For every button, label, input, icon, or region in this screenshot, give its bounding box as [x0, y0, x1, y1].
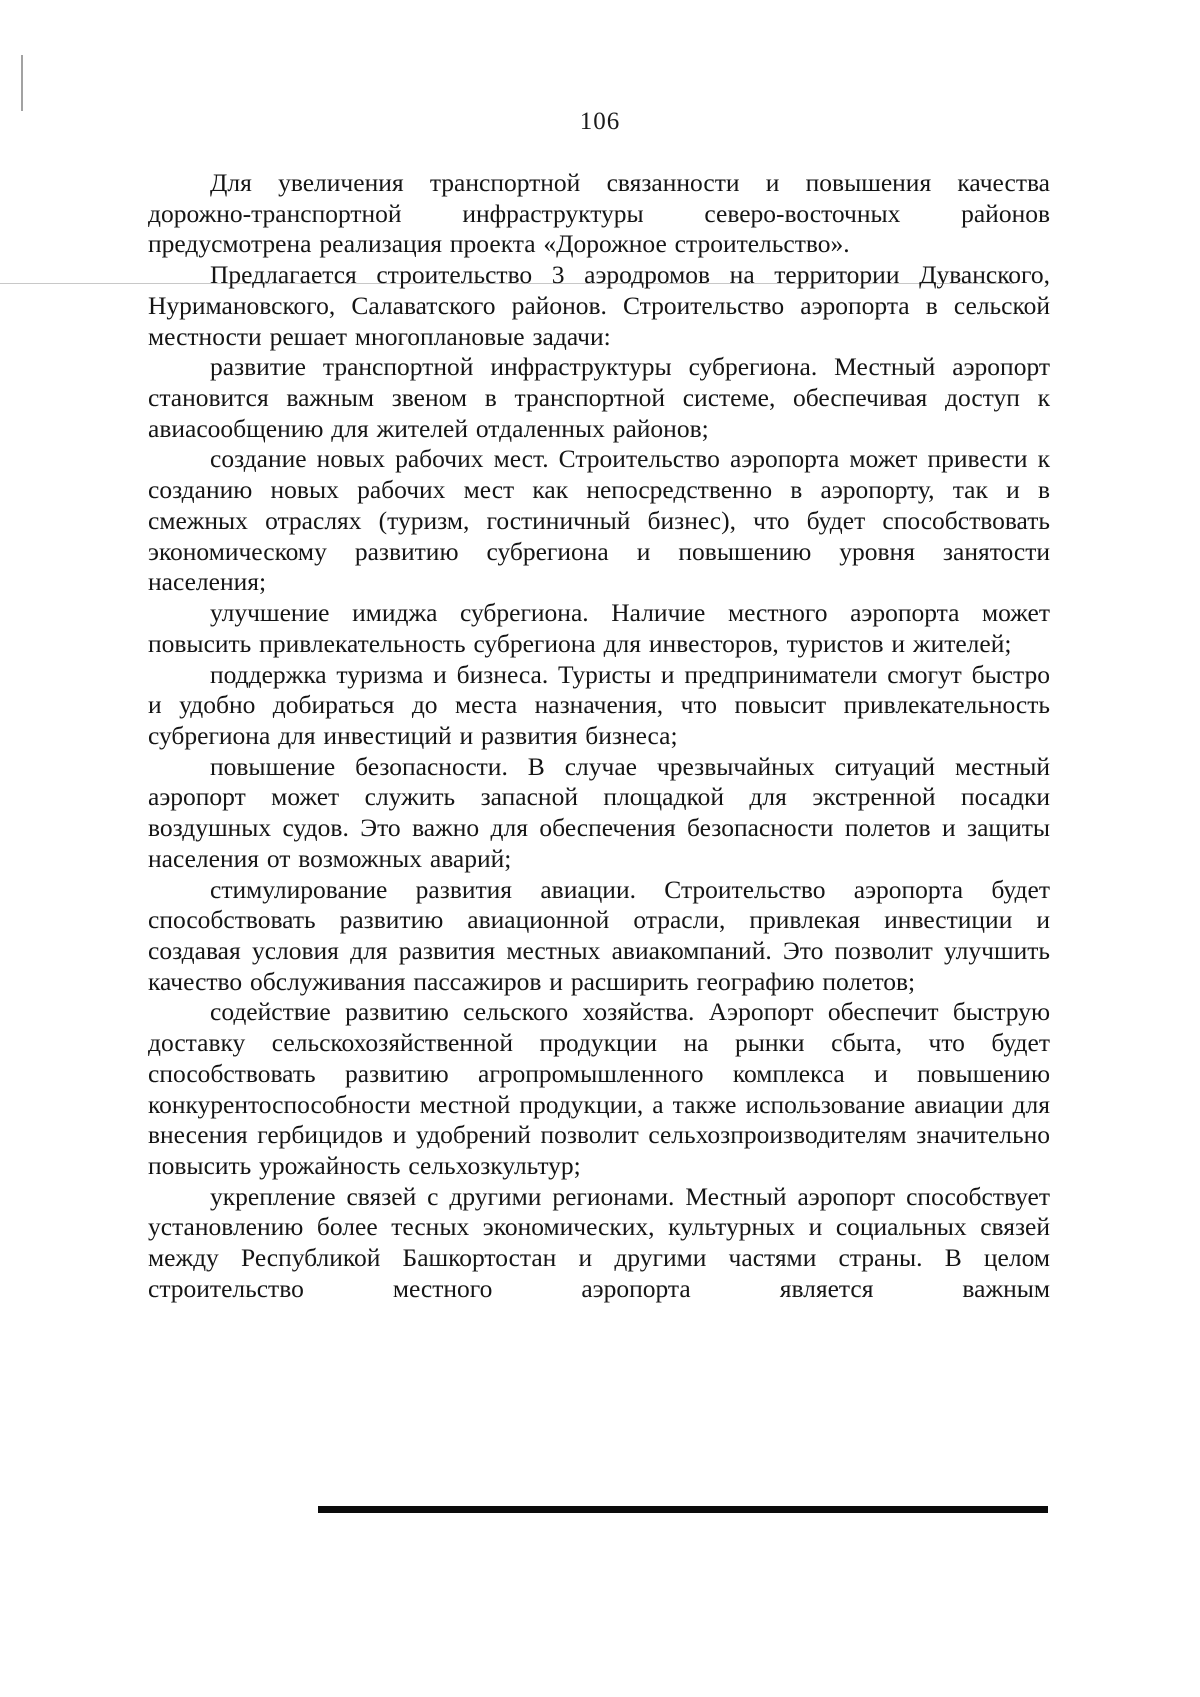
paragraph: укрепление связей с другими регионами. Местный аэропорт способствует установлению более тесных экономических, культурных и социальных связей между Республикой Башкортостан и другими частями страны. В целом строительство местного аэропорта является важным: [148, 1181, 1050, 1303]
paragraph: повышение безопасности. В случае чрезвычайных ситуаций местный аэропорт может служить запасной площадкой для экстренной посадки воздушных судов. Это важно для обеспечения безопасности полетов и защиты населения от возможных аварий;: [148, 751, 1050, 873]
bottom-divider: [318, 1506, 1048, 1513]
paragraph: содействие развитию сельского хозяйства. Аэропорт обеспечит быструю доставку сельскохозяйственной продукции на рынки сбыта, что будет способствовать развитию агропромышленного комплекса и повышению конкурентоспособности местной продукции, а также использование авиации для внесения гербицидов и удобрений позволит сельхозпроизводителям значительно повысить урожайность сельхозкультур;: [148, 997, 1050, 1180]
paragraph: Предлагается строительство 3 аэродромов на территории Дуванского, Нуримановского, Салаватского районов. Строительство аэропорта в сельской местности решает многоплановые задачи:: [148, 260, 1050, 351]
page-number: 106: [579, 108, 621, 135]
paragraph: поддержка туризма и бизнеса. Туристы и предприниматели смогут быстро и удобно добираться до места назначения, что повысит привлекательность субрегиона для инвестиций и развития бизнеса;: [148, 659, 1050, 750]
document-body: [148, 168, 1050, 1305]
paragraph: Для увеличения транспортной связанности и повышения качества дорожно-транспортной инфраструктуры северо-восточных районов предусмотрена реализация проекта «Дорожное строительство».: [148, 168, 1050, 259]
paragraph: развитие транспортной инфраструктуры субрегиона. Местный аэропорт становится важным звеном в транспортной системе, обеспечивая доступ к авиасообщению для жителей отдаленных районов;: [148, 352, 1050, 443]
paragraph: создание новых рабочих мест. Строительство аэропорта может привести к созданию новых рабочих мест как непосредственно в аэропорту, так и в смежных отраслях (туризм, гостиничный бизнес), что будет способствовать экономическому развитию субрегиона и повышению уровня занятости населения;: [148, 444, 1050, 597]
scan-artifact-vertical-line: [21, 55, 23, 111]
paragraph: стимулирование развития авиации. Строительство аэропорта будет способствовать развитию авиационной отрасли, привлекая инвестиции и создавая условия для развития местных авиакомпаний. Это позволит улучшить качество обслуживания пассажиров и расширить географию полетов;: [148, 874, 1050, 996]
paragraph: улучшение имиджа субрегиона. Наличие местного аэропорта может повысить привлекательность субрегиона для инвесторов, туристов и жителей;: [148, 598, 1050, 658]
